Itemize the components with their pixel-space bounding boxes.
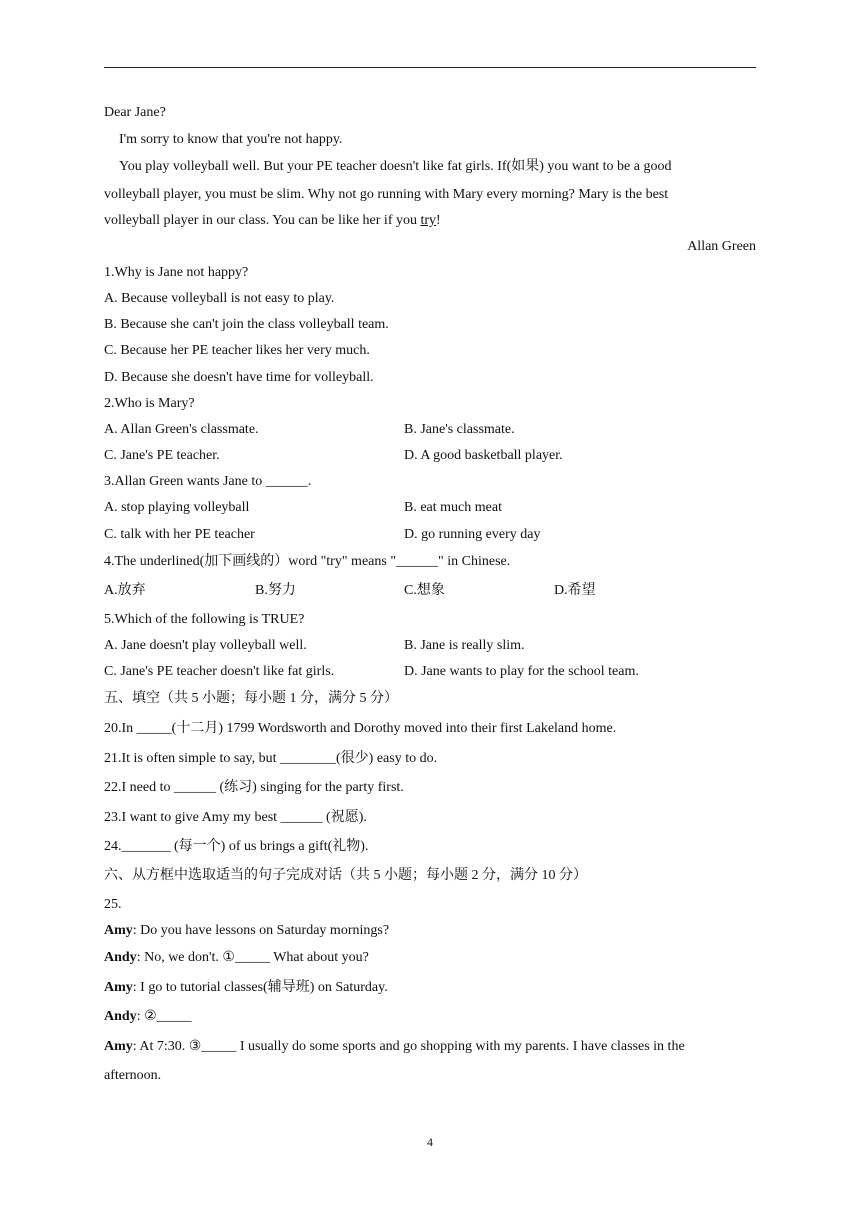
speaker-andy: Andy <box>104 950 137 965</box>
question-3-option-c: C. talk with her PE teacher <box>104 527 255 542</box>
letter-paragraph-2-line-1: You play volleyball well. But your PE teacher doesn't like fat girls. If(如果) you want to be a good <box>119 159 672 174</box>
fill-blank-item-21: 21.It is often simple to say, but ________(很少) easy to do. <box>104 751 438 766</box>
page-number: 4 <box>427 1135 433 1149</box>
dialogue-text: : Do you have lessons on Saturday mornings? <box>132 923 390 938</box>
fill-blank-item-20: 20.In _____(十二月) 1799 Wordsworth and Dorothy moved into their first Lakeland home. <box>104 721 617 736</box>
question-3-option-d: D. go running every day <box>404 527 541 542</box>
speaker-andy: Andy <box>104 1009 137 1024</box>
question-5-option-b: B. Jane is really slim. <box>404 638 525 653</box>
question-1-option-a: A. Because volleyball is not easy to play. <box>104 291 335 306</box>
question-1-option-c: C. Because her PE teacher likes her very much. <box>104 343 370 358</box>
letter-salutation: Dear Jane? <box>104 105 166 120</box>
header-rule <box>104 67 756 68</box>
letter-paragraph-2-line-3 <box>104 212 441 230</box>
fill-blank-item-22: 22.I need to ______ (练习) singing for the party first. <box>104 780 404 795</box>
question-2-option-b: B. Jane's classmate. <box>404 422 515 437</box>
dialogue-line-1 <box>104 922 389 940</box>
dialogue-text: : I go to tutorial classes(辅导班) on Saturday. <box>132 980 388 995</box>
question-25-number: 25. <box>104 897 122 912</box>
question-3-option-b: B. eat much meat <box>404 500 502 515</box>
letter-paragraph-1: I'm sorry to know that you're not happy. <box>119 132 343 147</box>
question-3-option-a: A. stop playing volleyball <box>104 500 250 515</box>
dialogue-line-3 <box>104 979 388 997</box>
dialogue-line-5-continuation: afternoon. <box>104 1068 162 1083</box>
question-4-option-b: B.努力 <box>255 583 296 598</box>
letter-text-end: ! <box>436 213 441 228</box>
question-4-stem: 4.The underlined(加下画线的）word "try" means "______" in Chinese. <box>104 554 511 569</box>
letter-text: volleyball player in our class. You can be like her if you <box>104 213 421 228</box>
section-6-heading: 六、从方框中选取适当的句子完成对话（共 5 小题；每小题 2 分，满分 10 分） <box>104 868 587 883</box>
question-2-option-d: D. A good basketball player. <box>404 448 563 463</box>
letter-signature: Allan Green <box>687 239 756 254</box>
question-5-stem: 5.Which of the following is TRUE? <box>104 612 305 627</box>
question-1-stem: 1.Why is Jane not happy? <box>104 265 249 280</box>
underlined-word-try: try <box>420 213 437 228</box>
question-2-stem: 2.Who is Mary? <box>104 396 195 411</box>
question-3-stem: 3.Allan Green wants Jane to ______. <box>104 474 312 489</box>
question-5-option-d: D. Jane wants to play for the school team. <box>404 664 639 679</box>
dialogue-text: : ②_____ <box>136 1009 192 1024</box>
question-1-option-d: D. Because she doesn't have time for volleyball. <box>104 370 374 385</box>
question-1-option-b: B. Because she can't join the class volleyball team. <box>104 317 389 332</box>
dialogue-line-4 <box>104 1008 192 1026</box>
question-4-option-c: C.想象 <box>404 583 445 598</box>
question-5-option-a: A. Jane doesn't play volleyball well. <box>104 638 307 653</box>
speaker-amy: Amy <box>104 1039 133 1054</box>
section-5-heading: 五、填空（共 5 小题；每小题 1 分，满分 5 分） <box>104 691 398 706</box>
question-2-option-a: A. Allan Green's classmate. <box>104 422 259 437</box>
question-4-option-a: A.放弃 <box>104 583 146 598</box>
dialogue-line-2 <box>104 949 369 967</box>
speaker-amy: Amy <box>104 923 133 938</box>
letter-paragraph-2-line-2: volleyball player, you must be slim. Why not go running with Mary every morning? Mary is the best <box>104 187 669 202</box>
dialogue-line-5 <box>104 1038 685 1056</box>
speaker-amy: Amy <box>104 980 133 995</box>
dialogue-text: : No, we don't. ①_____ What about you? <box>136 950 369 965</box>
question-5-option-c: C. Jane's PE teacher doesn't like fat girls. <box>104 664 335 679</box>
fill-blank-item-23: 23.I want to give Amy my best ______ (祝愿). <box>104 810 367 825</box>
fill-blank-item-24: 24._______ (每一个) of us brings a gift(礼物). <box>104 839 369 854</box>
question-4-option-d: D.希望 <box>554 583 596 598</box>
question-2-option-c: C. Jane's PE teacher. <box>104 448 220 463</box>
dialogue-text: : At 7:30. ③_____ I usually do some sports and go shopping with my parents. I have classes in the <box>132 1039 685 1054</box>
